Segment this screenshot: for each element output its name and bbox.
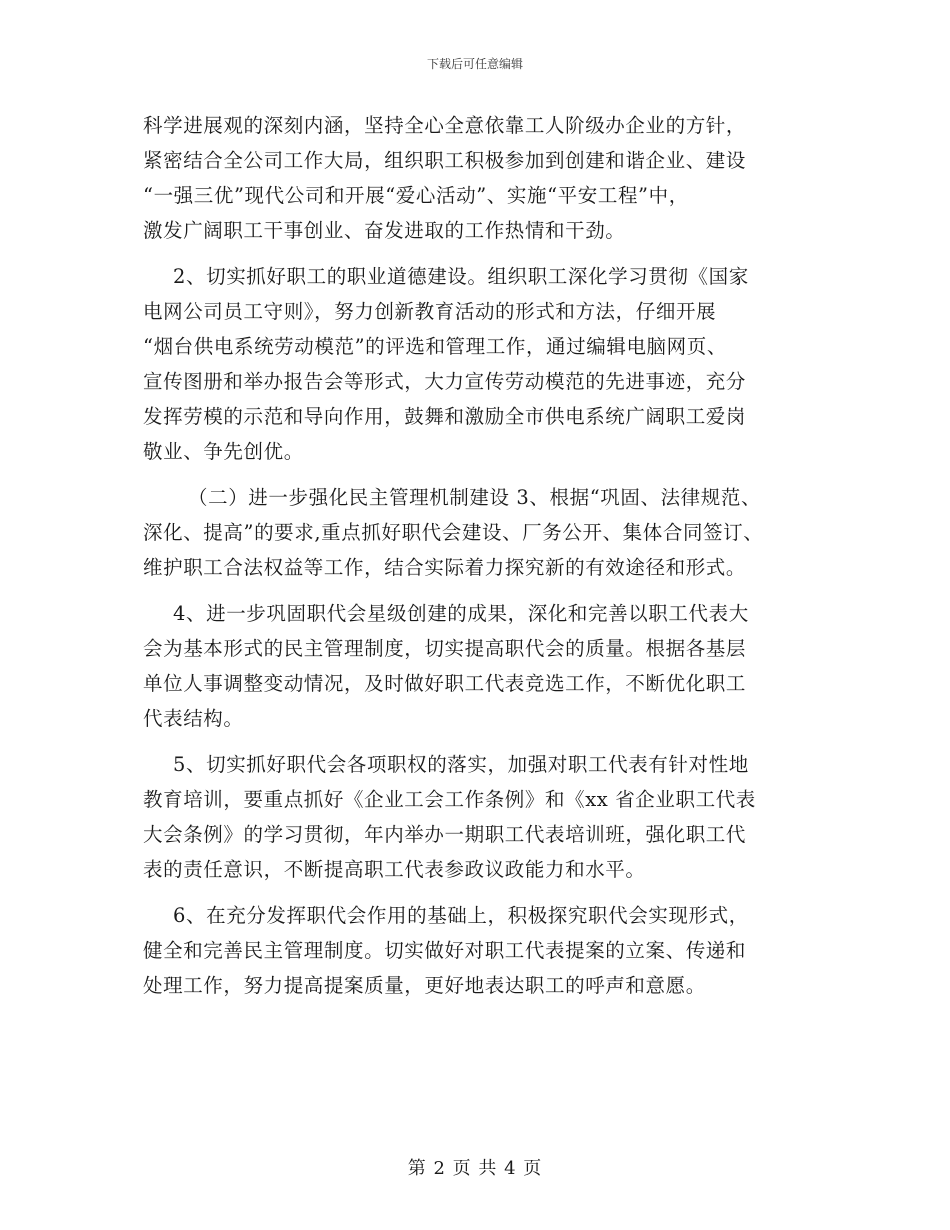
paragraph-4	[143, 596, 813, 736]
text-line: 宣传图册和举办报告会等形式，大力宣传劳动模范的先进事迹，充分	[143, 370, 747, 393]
text-line: 激发广阔职工干事创业、奋发进取的工作热情和干劲。	[143, 219, 626, 242]
text-line: 电网公司员工守则》，努力创新教育活动的形式和方法，仔细开展	[143, 300, 717, 323]
text-line: 维护职工合法权益等工作，结合实际着力探究新的有效途径和形式。	[143, 556, 747, 579]
text-line: 紧密结合全公司工作大局，组织职工积极参加到创建和谐企业、建设	[143, 149, 747, 172]
text-line: 敬业、争先创优。	[143, 440, 304, 463]
text-line: 处理工作，努力提高提案质量，更好地表达职工的呼声和意愿。	[143, 974, 706, 997]
paragraph-2	[143, 259, 813, 469]
text-line: 科学进展观的深刻内涵，坚持全心全意依靠工人阶级办企业的方针，	[143, 114, 747, 137]
text-line: 代表结构。	[143, 707, 244, 730]
text-line: 发挥劳模的示范和导向作用，鼓舞和激励全市供电系统广阔职工爱岗	[143, 405, 747, 428]
paragraph-1	[143, 108, 813, 248]
text-line: 会为基本形式的民主管理制度，切实提高职代会的质量。根据各基层	[143, 637, 747, 660]
text-line: 2、切实抓好职工的职业道德建设。组织职工深化学习贯彻《国家	[173, 265, 749, 288]
text-line: “一强三优”现代公司和开展“爱心活动”、实施“平安工程”中，	[143, 184, 689, 207]
paragraph-5	[143, 747, 813, 887]
page-number: 第 2 页 共 4 页	[407, 1158, 543, 1179]
text-line: 6、在充分发挥职代会作用的基础上，积极探究职代会实现形式，	[173, 904, 749, 927]
text-line: 4、进一步巩固职代会星级创建的成果，深化和完善以职工代表大	[173, 602, 749, 625]
text-line: 教育培训，要重点抓好《企业工会工作条例》和《xx 省企业职工代表	[143, 788, 756, 811]
page-header-note: 下载后可任意编辑	[426, 57, 523, 71]
text-line: 5、切实抓好职代会各项职权的落实，加强对职工代表有针对性地	[173, 753, 749, 776]
paragraph-3	[143, 480, 813, 585]
document-body	[143, 108, 813, 1003]
text-line: 表的责任意识，不断提高职工代表参政议政能力和水平。	[143, 858, 646, 881]
text-line: “烟台供电系统劳动模范”的评选和管理工作，通过编辑电脑网页、	[143, 335, 727, 358]
text-line: （二）进一步强化民主管理机制建设 3、根据“巩固、法律规范、	[188, 486, 762, 509]
text-line: 大会条例》的学习贯彻，年内举办一期职工代表培训班，强化职工代	[143, 823, 747, 846]
text-line: 单位人事调整变动情况，及时做好职工代表竞选工作，不断优化职工	[143, 672, 747, 695]
paragraph-6	[143, 898, 813, 1003]
text-line: 深化、提高”的要求,重点抓好职代会建设、厂务公开、集体合同签订、	[143, 521, 764, 544]
text-line: 健全和完善民主管理制度。切实做好对职工代表提案的立案、传递和	[143, 939, 747, 962]
